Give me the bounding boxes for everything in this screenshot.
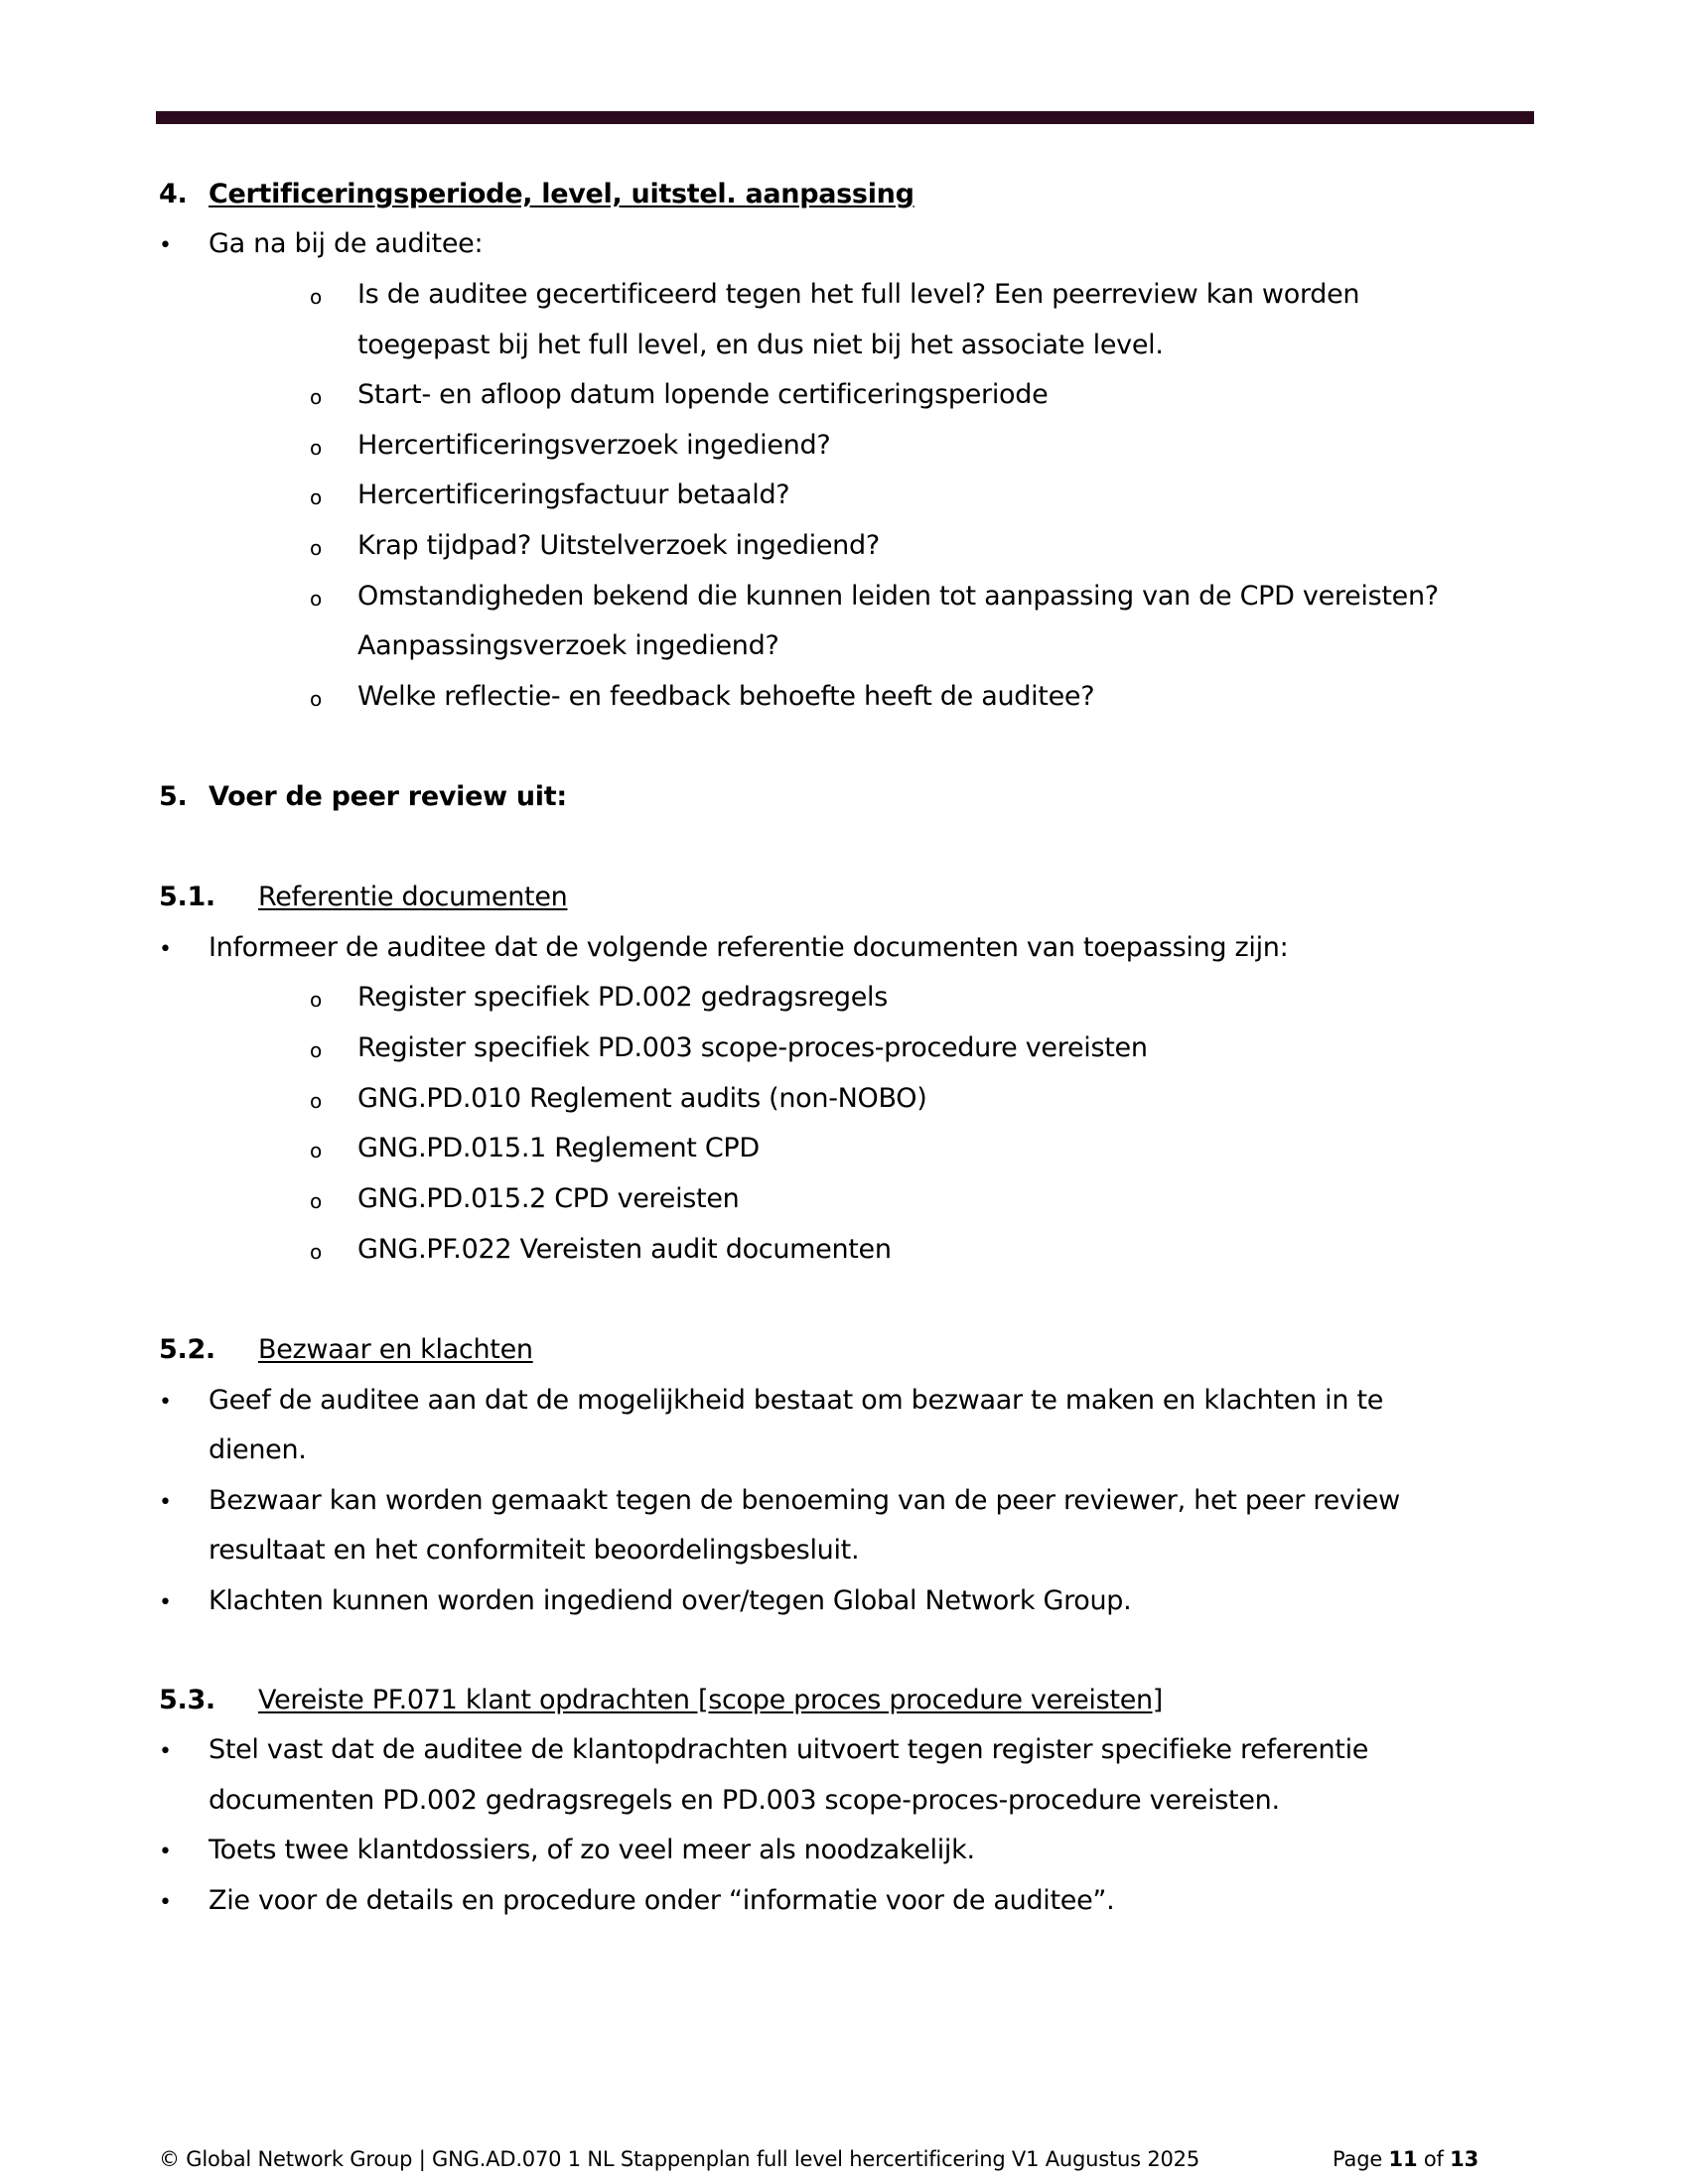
section-title: Vereiste PF.071 klant opdrachten [scope proces procedure vereisten]: [258, 1685, 1164, 1715]
sub-item: Register specifiek PD.003 scope-proces-procedure vereisten: [357, 1032, 1148, 1063]
page-of: of: [1423, 2147, 1444, 2171]
sub-item: Register specifiek PD.002 gedragsregels: [357, 982, 888, 1013]
bullet-icon: •: [159, 1840, 172, 1864]
sub-item-continuation: toegepast bij het full level, en dus niet bij het associate level.: [357, 330, 1164, 360]
sub-item: GNG.PD.010 Reglement audits (non-NOBO): [357, 1083, 927, 1114]
bullet-text: Klachten kunnen worden ingediend over/tegen Global Network Group.: [209, 1585, 1132, 1616]
sub-bullet-icon: o: [310, 1089, 322, 1113]
bullet-text: Toets twee klantdossiers, of zo veel meer als noodzakelijk.: [209, 1835, 975, 1865]
footer-text: © Global Network Group | GNG.AD.070 1 NL Stappenplan full level hercertificering V1 Augustus 2025: [159, 2147, 1199, 2171]
bullet-text: Ga na bij de auditee:: [209, 228, 484, 259]
page-label: Page: [1333, 2147, 1383, 2171]
bullet-text: Informeer de auditee dat de volgende referentie documenten van toepassing zijn:: [209, 932, 1289, 963]
sub-item: GNG.PD.015.1 Reglement CPD: [357, 1133, 760, 1163]
page-footer: [159, 2146, 1478, 2172]
sub-bullet-icon: o: [310, 536, 322, 560]
sub-bullet-icon: o: [310, 988, 322, 1012]
sub-item: Krap tijdpad? Uitstelverzoek ingediend?: [357, 530, 880, 561]
sub-bullet-icon: o: [310, 1240, 322, 1264]
section-title: Referentie documenten: [258, 882, 568, 912]
bullet-text-continuation: dienen.: [209, 1434, 307, 1465]
bullet-text-continuation: resultaat en het conformiteit beoordelingsbesluit.: [209, 1535, 860, 1566]
section-5-1-heading: [159, 882, 215, 913]
sub-bullet-icon: o: [310, 436, 322, 460]
section-number: 5.3.: [159, 1685, 215, 1715]
sub-bullet-icon: o: [310, 1189, 322, 1213]
bullet-icon: •: [159, 1890, 172, 1915]
sub-bullet-icon: o: [310, 485, 322, 509]
bullet-text: Zie voor de details en procedure onder “informatie voor de auditee”.: [209, 1885, 1115, 1916]
bullet-text: Geef de auditee aan dat de mogelijkheid bestaat om bezwaar te maken en klachten in te: [209, 1385, 1384, 1416]
page-current: 11: [1388, 2147, 1418, 2171]
bullet-icon: •: [159, 1490, 172, 1515]
section-number: 5.: [159, 781, 188, 812]
sub-item: Start- en afloop datum lopende certificeringsperiode: [357, 379, 1049, 410]
sub-item: GNG.PD.015.2 CPD vereisten: [357, 1183, 740, 1214]
section-title: Bezwaar en klachten: [258, 1334, 533, 1365]
bullet-icon: •: [159, 1739, 172, 1764]
header-bar: [156, 111, 1534, 124]
sub-item: Omstandigheden bekend die kunnen leiden tot aanpassing van de CPD vereisten?: [357, 581, 1439, 612]
sub-bullet-icon: o: [310, 687, 322, 711]
section-5-2-heading: [159, 1334, 215, 1366]
page-number: [1333, 2146, 1478, 2172]
sub-item: Hercertificeringsverzoek ingediend?: [357, 430, 831, 461]
sub-bullet-icon: o: [310, 1139, 322, 1162]
page-total: 13: [1450, 2147, 1478, 2171]
sub-bullet-icon: o: [310, 1038, 322, 1062]
section-number: 4.: [159, 179, 188, 209]
bullet-icon: •: [159, 233, 172, 258]
bullet-icon: •: [159, 937, 172, 962]
bullet-icon: •: [159, 1390, 172, 1415]
sub-item: Hercertificeringsfactuur betaald?: [357, 479, 790, 510]
section-title: Voer de peer review uit:: [209, 781, 567, 812]
bullet-text-continuation: documenten PD.002 gedragsregels en PD.003 scope-proces-procedure vereisten.: [209, 1785, 1280, 1816]
sub-item: Welke reflectie- en feedback behoefte heeft de auditee?: [357, 681, 1095, 712]
sub-item: GNG.PF.022 Vereisten audit documenten: [357, 1234, 892, 1265]
sub-item-continuation: Aanpassingsverzoek ingediend?: [357, 630, 779, 661]
section-number: 5.1.: [159, 882, 215, 912]
sub-bullet-icon: o: [310, 385, 322, 409]
section-number: 5.2.: [159, 1334, 215, 1365]
bullet-icon: •: [159, 1590, 172, 1615]
section-title: Certificeringsperiode, level, uitstel. aanpassing: [209, 179, 914, 209]
section-5-3-heading: [159, 1685, 215, 1716]
sub-item: Is de auditee gecertificeerd tegen het full level? Een peerreview kan worden: [357, 279, 1360, 310]
sub-bullet-icon: o: [310, 285, 322, 309]
bullet-text: Bezwaar kan worden gemaakt tegen de benoeming van de peer reviewer, het peer review: [209, 1485, 1400, 1516]
bullet-text: Stel vast dat de auditee de klantopdrachten uitvoert tegen register specifieke referentie: [209, 1734, 1369, 1765]
sub-bullet-icon: o: [310, 587, 322, 611]
